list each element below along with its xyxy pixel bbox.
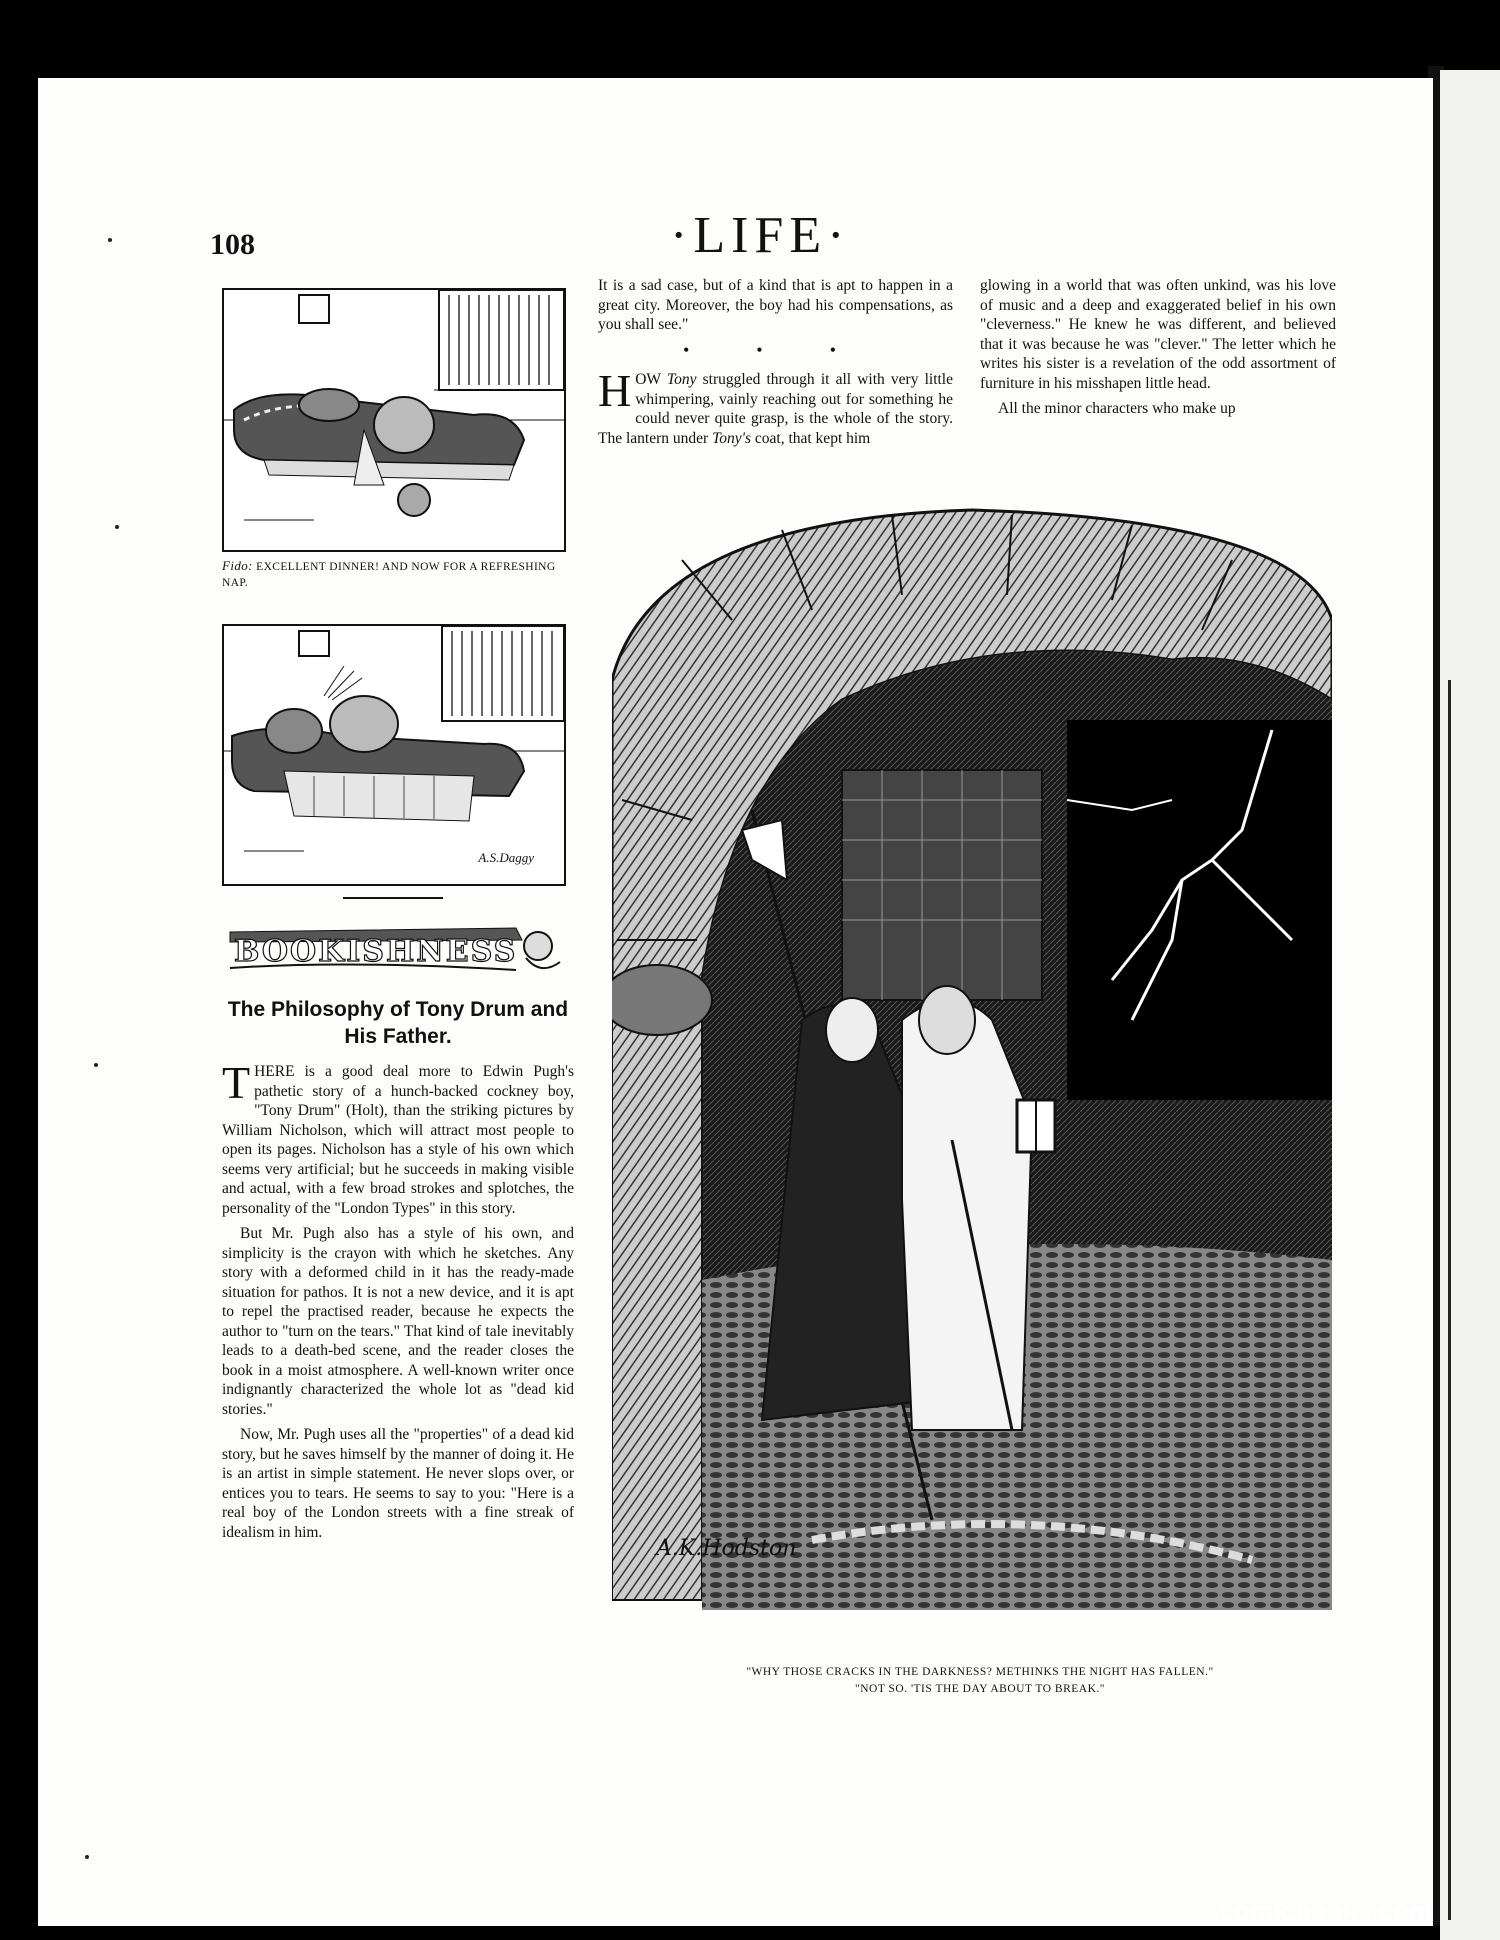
illustration-caption <box>600 1664 1360 1698</box>
masthead-title: ·LIFE· <box>670 207 851 264</box>
section-separator: • • • <box>683 341 868 359</box>
drop-cap: T <box>222 1057 251 1108</box>
paragraph-text: coat, that kept him <box>751 429 871 447</box>
archway-illustration <box>612 500 1332 1610</box>
right-column <box>980 276 1336 425</box>
banner-title: BOOKISHNESS <box>234 934 518 969</box>
cartoon-signature: A.S.Daggy <box>478 850 534 865</box>
paragraph <box>598 365 953 448</box>
caption-text: EXCELLENT DINNER! AND NOW FOR A REFRESHING NAP. <box>222 561 556 589</box>
bookishness-banner <box>226 920 566 978</box>
cartoon-panel-1 <box>222 288 566 552</box>
dog-on-sofa-drawing <box>224 290 564 550</box>
cartoon-panel-2 <box>222 624 566 886</box>
article-headline: The Philosophy of Tony Drum and His Father. <box>227 998 569 1048</box>
site-watermark: comicbooks.com <box>1220 1896 1433 1926</box>
paragraph-text: struggled through it all with very little whimpering, vainly reaching out for something he could never quite grasp, is the whole of the story. The lantern under <box>598 371 953 447</box>
paragraph: glowing in a world that was often unkind, was his love of music and a deep and exaggerated belief in his own "cleverness." He knew he was different, and believed that it was because he was "clever." The letter which he writes his sister is a revelation of the odd assortment of furniture in his misshapen little head. <box>980 277 1336 392</box>
paragraph: Now, Mr. Pugh uses all the "properties" of a dead kid story, but he saves himself by the manner of doing it. He is an artist in simple statement. He never slops over, or entices you to tears. He seems to say to you: "Here is a real boy of the London streets with a fine streak of idealism in him. <box>222 1426 574 1541</box>
paragraph-text: HERE is a good deal more to Edwin Pugh's pathetic story of a hunch-backed cockney boy, "Tony Drum" (Holt), than the striking pictures by William Nicholson, which will attract most people to open its pages. Nicholson has a style of his own which seems very artificial; but he succeeds in making visible and actual, with a few broad strokes and splotches, the personality of the "London Types" in this story. <box>222 1063 574 1217</box>
paragraph: All the minor characters who make up <box>998 400 1236 417</box>
night-watchmen-drawing <box>612 500 1332 1610</box>
caption-line-1: "WHY THOSE CRACKS IN THE DARKNESS? METHINKS THE NIGHT HAS FALLEN." <box>746 1666 1214 1678</box>
spine-line <box>1448 680 1451 1920</box>
illustrator-signature: A.K.Hodston <box>656 1536 797 1561</box>
section-rule <box>343 897 443 899</box>
page-number: 108 <box>210 228 255 261</box>
cat-on-sofa-drawing <box>224 626 564 884</box>
character-name: Tony's <box>712 429 751 447</box>
character-name: Tony <box>666 371 697 388</box>
middle-column <box>598 276 953 454</box>
scan-speck <box>94 1063 98 1067</box>
scan-speck <box>115 525 119 529</box>
cartoon-caption <box>222 558 574 591</box>
paragraph-text: OW <box>635 371 667 388</box>
paragraph: But Mr. Pugh also has a style of his own, and simplicity is the crayon with which he sketches. Any story with a deformed child in it has the ready-made situation for pathos. It is not a new device, and it is apt to repel the practised reader, because he expects the author to "turn on the tears." That kind of tale inevitably leads to a death-bed scene, and the reader closes the book in a moist atmosphere. A well-known writer once indignantly characterized the whole lot as "dead kid stories." <box>222 1225 574 1418</box>
paragraph <box>222 1057 574 1218</box>
caption-line-2: "NOT SO. 'TIS THE DAY ABOUT TO BREAK." <box>855 1683 1105 1695</box>
caption-speaker: Fido: <box>222 558 253 573</box>
scan-speck <box>85 1855 89 1859</box>
paragraph: It is a sad case, but of a kind that is apt to happen in a great city. Moreover, the boy had his compensations, as you shall see." <box>598 277 953 333</box>
scan-speck <box>108 238 112 242</box>
left-column <box>222 1057 574 1548</box>
drop-cap: H <box>598 365 632 416</box>
